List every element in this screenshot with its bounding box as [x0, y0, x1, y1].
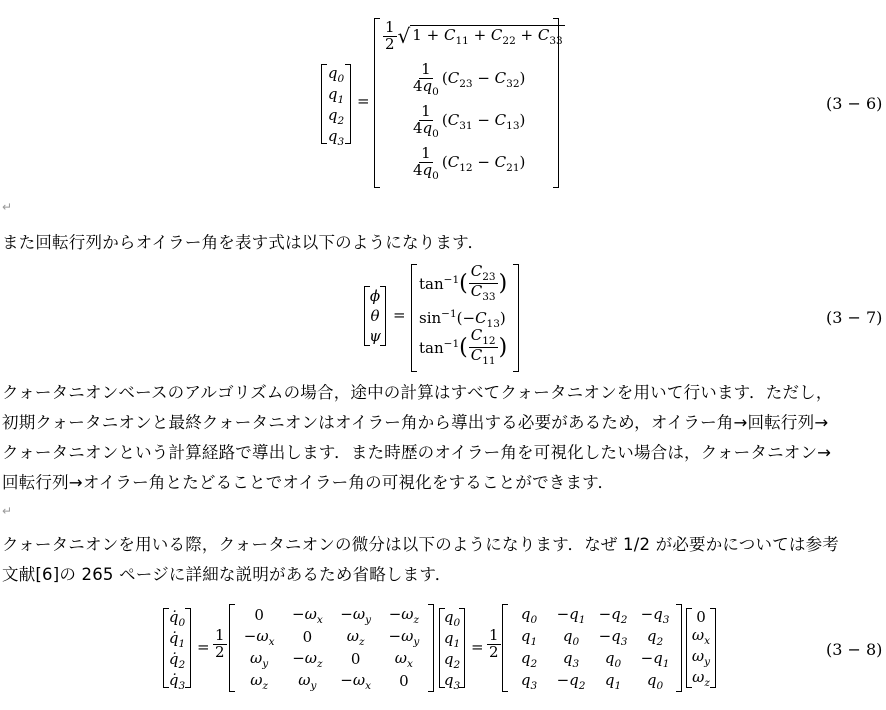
paragraph-text: また回転行列からオイラー角を表す式は以下のようになります．	[2, 233, 485, 252]
paragraph-text: 回転行列→オイラー角とたどることでオイラー角の可視化をすることができます．	[2, 473, 615, 492]
equals-sign: =	[393, 306, 406, 324]
paragraph-text: 初期クォータニオンと最終クォータニオンはオイラー角から導出する必要があるため，オイラー角→回転行列→	[2, 413, 829, 432]
paragraph-text: クォータニオンという計算経路で導出します．また時歴のオイラー角を可視化したい場合は，クォータニオン→	[2, 443, 832, 462]
paragraph-mark: ↵	[2, 200, 13, 214]
paragraph-text: クォータニオンベースのアルゴリズムの場合，途中の計算はすべてクォータニオンを用いて行います．ただし，	[2, 383, 833, 402]
equation-3-8	[0, 600, 886, 700]
equation-number-3-7: (3 − 7)	[826, 308, 883, 327]
paragraph-text: 文献[6]の 265 ページに詳細な説明があるため省略します．	[2, 565, 452, 584]
quaternion-matrix: $q_0$ $-q_1$ $-q_2$ $-q_3$ $q_1$ $q_0$ $-q_3$ $q_2$ $q_2$ $q_3$ $q_0$ $-q_1$ $q_3$ $-q_2$ $q_1$ $q_0$	[502, 604, 682, 692]
quaternion-vector: $q_0$ $q_1$ $q_2$ $q_3$	[439, 608, 465, 688]
equation-number-3-6: (3 − 6)	[826, 94, 883, 113]
equation-3-7	[0, 258, 886, 374]
half-factor: $\frac{1}{2}$	[489, 626, 499, 661]
equation-3-6	[0, 0, 886, 200]
angular-velocity-vector: 0 $\omega_x$ $\omega_y$ $\omega_z$	[686, 608, 716, 688]
equals-sign: =	[471, 638, 484, 656]
equals-sign: =	[357, 92, 370, 110]
paragraph-text: クォータニオンを用いる際，クォータニオンの微分は以下のようになります．なぜ 1/2 が必要かについては参考	[2, 535, 840, 554]
quaternion-from-dcm-matrix: $\frac{1}{2}$ √ $1 + C_{11} + C_{22} + C_{33}$ $\frac{1}{4q_0}$ $(C_{23} - C_{32})$ $\frac{1}{4q_0}$ $(C_{31} - C_{13})$ $\frac{1}{4q_0}$ $(C_{12} - C_{21})$	[374, 18, 559, 188]
equals-sign: =	[197, 638, 210, 656]
euler-angle-vector: ϕ θ ψ	[364, 286, 386, 346]
half-factor: $\frac{1}{2}$	[215, 626, 225, 661]
paragraph-mark: ↵	[2, 504, 13, 518]
quaternion-vector: $q_0$ $q_1$ $q_2$ $q_3$	[321, 64, 351, 144]
quaternion-derivative-vector: $q̇_0$ $q̇_1$ $q̇_2$ $q̇_3$	[163, 608, 191, 688]
equation-number-3-8: (3 − 8)	[826, 640, 883, 659]
euler-from-dcm-matrix: $\tan^{-1}$ ( $\frac{C_{23}}{C_{33}}$ ) $\sin^{-1}(-C_{13})$ $\tan^{-1}$ ( $\frac{C_{12}}{C_{11}}$ )	[411, 264, 519, 372]
omega-matrix: 0 $-\omega_x$ $-\omega_y$ $-\omega_z$ $-\omega_x$ 0 $\omega_z$ $-\omega_y$ $\omega_y$ $-\omega_z$ 0 $\omega_x$ $\omega_z$ $\omega_y$ $-\omega_x$ 0	[229, 604, 434, 692]
